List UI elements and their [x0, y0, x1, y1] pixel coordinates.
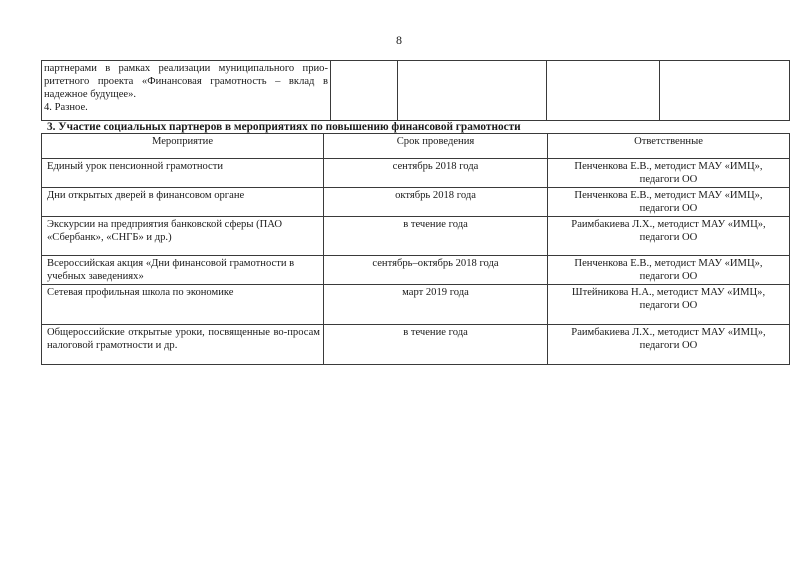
- event-cell: Сетевая профильная школа по экономике: [42, 285, 324, 325]
- event-cell: Единый урок пенсионной грамотности: [42, 159, 324, 188]
- responsible-line: Раимбакиева Л.Х., методист МАУ «ИМЦ»,: [571, 219, 766, 230]
- empty-cell: [660, 61, 790, 121]
- event-cell: Экскурсии на предприятия банковской сферы (ПАО «Сбербанк», «СНГБ» и др.): [42, 217, 324, 256]
- table-row: [42, 256, 790, 285]
- events-table: [41, 133, 790, 365]
- column-header-period: Срок проведения: [324, 134, 548, 159]
- period-cell: март 2019 года: [324, 285, 548, 325]
- table-row: [42, 61, 790, 121]
- column-header-responsible: Ответственные: [548, 134, 790, 159]
- continued-table: [41, 60, 790, 121]
- column-header-event: Мероприятие: [42, 134, 324, 159]
- responsible-line: педагоги ОО: [639, 203, 698, 214]
- table-row: [42, 188, 790, 217]
- empty-cell: [547, 61, 660, 121]
- responsible-line: педагоги ОО: [639, 174, 698, 185]
- responsible-line: педагоги ОО: [639, 232, 698, 243]
- period-cell: сентябрь 2018 года: [324, 159, 548, 188]
- period-cell: октябрь 2018 года: [324, 188, 548, 217]
- responsible-cell: [548, 325, 790, 365]
- agenda-line: ритетного проекта «Финансовая грамотность – вклад в: [44, 76, 328, 87]
- period-cell: сентябрь–октябрь 2018 года: [324, 256, 548, 285]
- table-header-row: [42, 134, 790, 159]
- agenda-text-cell: [42, 61, 331, 121]
- responsible-line: Раимбакиева Л.Х., методист МАУ «ИМЦ»,: [571, 327, 766, 338]
- responsible-line: Штейникова Н.А., методист МАУ «ИМЦ»,: [571, 287, 766, 298]
- empty-cell: [398, 61, 547, 121]
- period-cell: в течение года: [324, 217, 548, 256]
- table-row: [42, 325, 790, 365]
- event-cell: Дни открытых дверей в финансовом органе: [42, 188, 324, 217]
- empty-cell: [331, 61, 398, 121]
- responsible-cell: [548, 256, 790, 285]
- responsible-cell: [548, 285, 790, 325]
- table-row: [42, 285, 790, 325]
- responsible-line: педагоги ОО: [639, 271, 698, 282]
- agenda-line: надежное будущее».: [44, 89, 137, 100]
- responsible-line: Пенченкова Е.В., методист МАУ «ИМЦ»,: [574, 161, 763, 172]
- event-cell: Общероссийские открытые уроки, посвященные во-просам налоговой грамотности и др.: [42, 325, 324, 365]
- event-cell: Всероссийская акция «Дни финансовой грамотности в учебных заведениях»: [42, 256, 324, 285]
- responsible-line: педагоги ОО: [639, 300, 698, 311]
- responsible-line: педагоги ОО: [639, 340, 698, 351]
- table-row: [42, 159, 790, 188]
- responsible-cell: [548, 217, 790, 256]
- responsible-line: Пенченкова Е.В., методист МАУ «ИМЦ»,: [574, 190, 763, 201]
- responsible-cell: [548, 159, 790, 188]
- page-number: 8: [396, 33, 402, 47]
- responsible-cell: [548, 188, 790, 217]
- period-cell: в течение года: [324, 325, 548, 365]
- agenda-line: 4. Разное.: [44, 102, 88, 113]
- responsible-line: Пенченкова Е.В., методист МАУ «ИМЦ»,: [574, 258, 763, 269]
- agenda-line: партнерами в рамках реализации муниципального прио-: [44, 63, 328, 74]
- section-heading: 3. Участие социальных партнеров в мероприятиях по повышению финансовой грамотности: [47, 121, 521, 133]
- table-row: [42, 217, 790, 256]
